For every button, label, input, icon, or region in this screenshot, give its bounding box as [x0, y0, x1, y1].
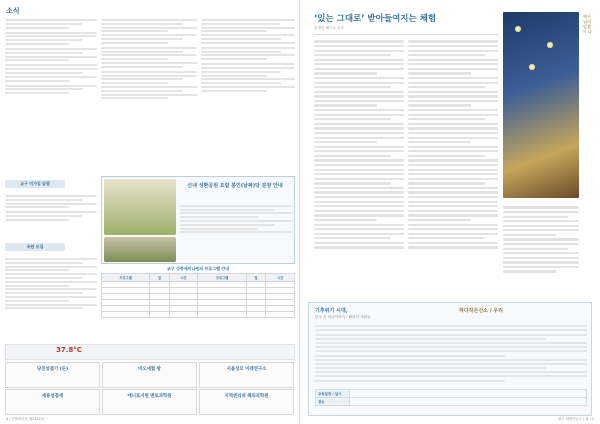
temperature: 37.8°C: [56, 346, 82, 354]
article-column-3: [503, 204, 579, 275]
invitation-photo-secondary: [104, 237, 176, 262]
ads-grid: [5, 362, 295, 416]
article-author: 김영민 베드로 신부: [314, 26, 345, 30]
page-footer: 광주 회원가입수 / 월 / 3: [557, 417, 594, 421]
sub-article-box: [308, 302, 592, 416]
sub-article-body: [315, 323, 587, 384]
calendar-header: 프로그램: [102, 274, 150, 282]
calendar-header: 프로그램: [198, 274, 246, 282]
ad-card: [102, 389, 197, 415]
news-column-a-lower: [5, 192, 97, 223]
vertical-column-title: 예수님의 말씀이 나: [582, 14, 592, 34]
page-footer: 8 | 가톨릭신문 제2322호: [6, 417, 45, 421]
calendar-header: 시간: [169, 274, 198, 282]
ad-card: [5, 389, 100, 415]
sub-article-subtitle: 한국 속 하나이야기 : 해련가 사회들: [315, 315, 371, 319]
title-divider: [314, 34, 499, 35]
ad-card: [5, 362, 100, 388]
invitation-photo: [104, 179, 176, 235]
table-row: [316, 398, 587, 406]
weather-strip: [5, 344, 295, 360]
news-column-b: [101, 16, 197, 101]
calendar-header: 시간: [266, 274, 295, 282]
right-page: [300, 0, 600, 424]
schedule-value: [350, 390, 587, 398]
recruit-banner: 숙원 모집: [5, 243, 65, 251]
news-column-c: [201, 16, 295, 94]
invitation-title: 신내 성환공원 요람 봉인(날짜)당 분양 안내: [187, 183, 283, 189]
ad-name: 서울성모 미래연구소: [226, 367, 267, 372]
table-row: [316, 390, 587, 398]
ad-name: 지역엔리쉬 해외과학원: [224, 394, 269, 399]
ad-card: [199, 362, 294, 388]
sub-article-heading: 기후위기 시대,: [315, 308, 348, 314]
ad-name: 세용성결세: [41, 394, 64, 399]
program-calendar: [101, 273, 295, 318]
sub-article-heading-right: 하다작은신소 / 우리: [459, 308, 503, 314]
calendar-header: 일: [150, 274, 169, 282]
news-column-a-bottom: [5, 255, 97, 311]
program-calendar-title: 교구 성령세미나원의 프로그램 안내: [166, 266, 230, 271]
schedule-label: 장소: [316, 398, 350, 406]
invitation-box: [101, 176, 295, 264]
schedule-label: 교육일정 / 일시: [316, 390, 350, 398]
painting-star: [515, 26, 521, 32]
ad-card: [199, 389, 294, 415]
invitation-details: [180, 203, 292, 235]
calendar-header-row: [102, 274, 295, 282]
article-title: ‘있는 그대로’ 받아들여지는 체험: [314, 14, 437, 24]
notice-banner: 교구 미가입 알림: [5, 180, 65, 188]
article-column-1: [314, 38, 404, 251]
table-row: [102, 311, 295, 317]
painting-star: [529, 64, 535, 70]
ad-card: [102, 362, 197, 388]
ad-name: 애니토지원 멘토과학원: [127, 394, 172, 399]
painting-star: [547, 42, 553, 48]
section-title: 소식: [6, 7, 20, 15]
ad-name: 비오세협 방: [138, 367, 161, 372]
news-column-a: [5, 16, 97, 96]
article-column-2: [408, 38, 498, 251]
schedule-table: [315, 389, 587, 406]
schedule-value: [350, 398, 587, 406]
article-painting: [503, 12, 579, 198]
ad-name: 당진성결기 (돈): [37, 367, 68, 372]
calendar-header: 일: [246, 274, 265, 282]
